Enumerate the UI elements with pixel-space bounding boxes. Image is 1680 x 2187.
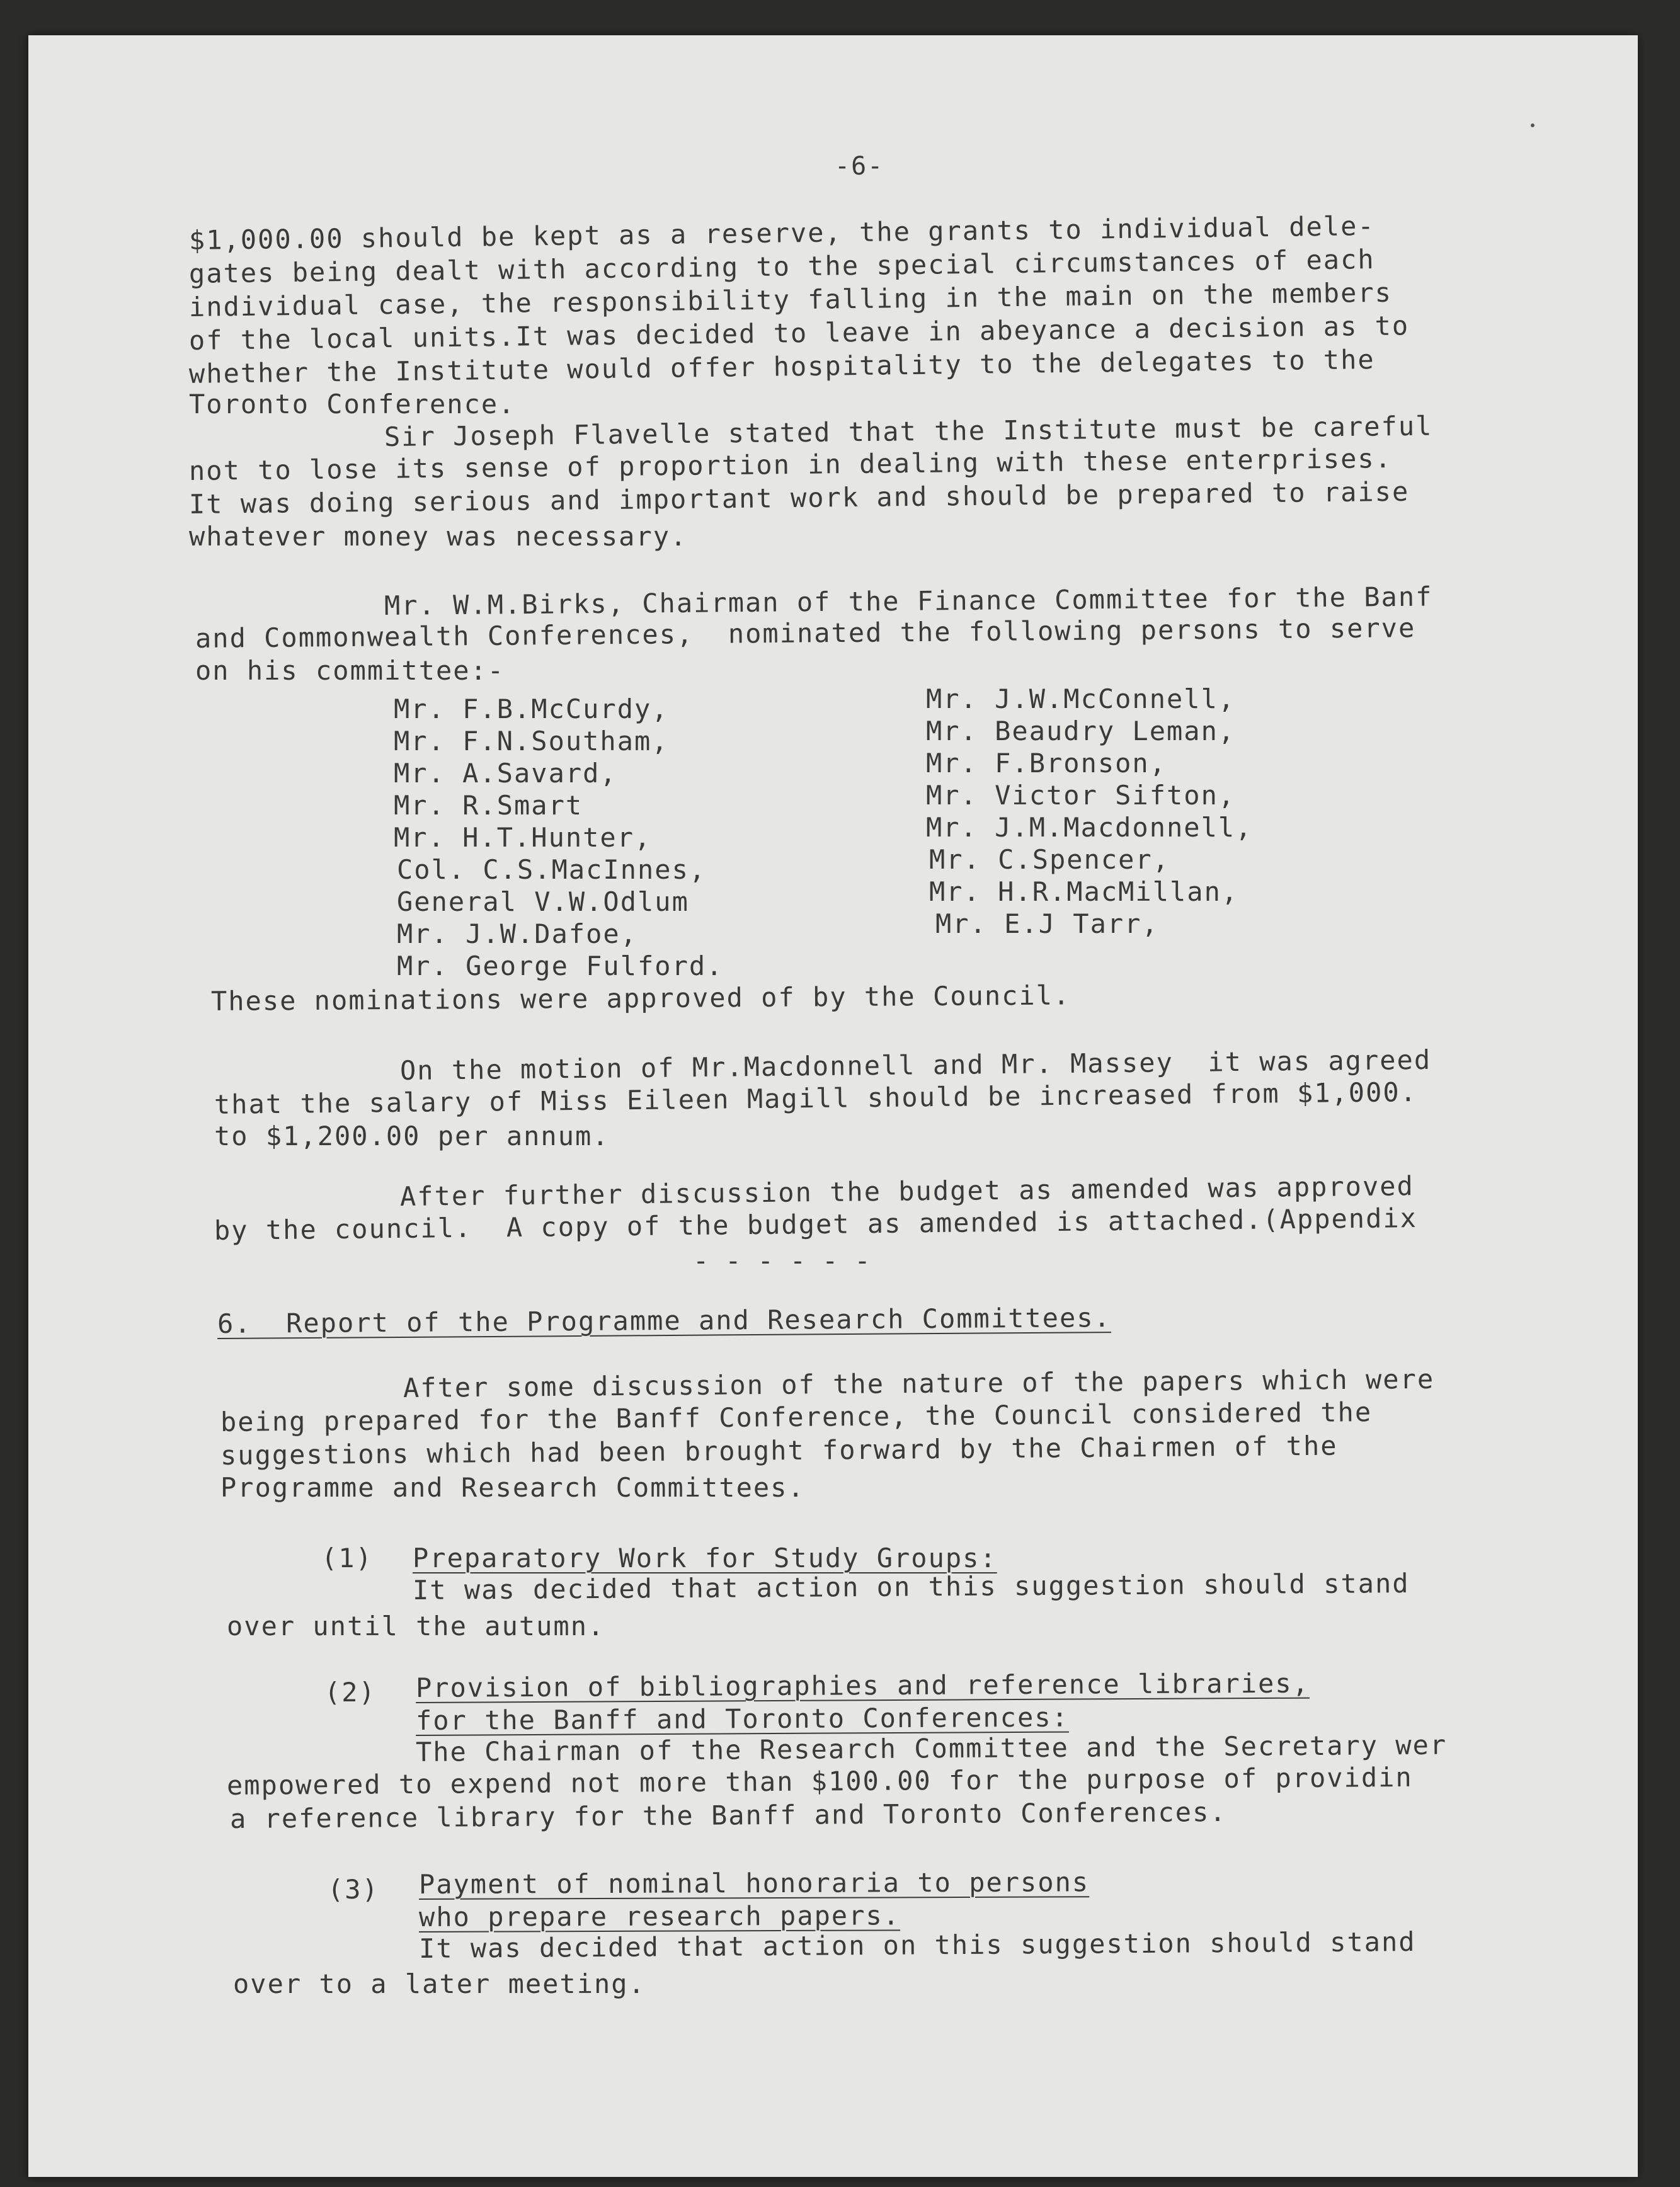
reserve-line-1: $1,000.00 should be kept as a reserve, the grants to individual dele-: [188, 210, 1375, 256]
nominee-left-7: General V.W.Odlum: [397, 886, 689, 917]
salary-line-2: that the salary of Miss Eileen Magill should be increased from $1,000.: [214, 1076, 1418, 1120]
nominee-left-3: Mr. A.Savard,: [394, 758, 617, 789]
flavelle-line-1: Sir Joseph Flavelle stated that the Institute must be careful: [384, 410, 1433, 452]
item2-body-line-2: empowered to expend not more than $100.00 for the purpose of providin: [226, 1761, 1413, 1801]
nominee-right-6: Mr. C.Spencer,: [929, 844, 1170, 875]
item3-title-line-2: who prepare research papers.: [418, 1900, 901, 1933]
nominee-right-8: Mr. E.J Tarr,: [935, 908, 1159, 939]
item2-number: (2): [324, 1677, 376, 1708]
reserve-line-3: individual case, the responsibility falling in the main on the members: [188, 277, 1393, 323]
item3-body-line-1: It was decided that action on this suggestion should stand: [418, 1926, 1416, 1964]
item1-title: Preparatory Work for Study Groups:: [413, 1543, 997, 1573]
birks-line-1: Mr. W.M.Birks, Chairman of the Finance Committee for the Banf: [384, 581, 1433, 621]
budget-line-1: After further discussion the budget as amended was approved: [399, 1170, 1415, 1212]
flavelle-line-3: It was doing serious and important work and should be prepared to raise: [188, 476, 1410, 520]
reserve-line-5: whether the Institute would offer hospitality to the delegates to the: [188, 344, 1375, 389]
page-number: -6-: [835, 152, 884, 181]
section6-intro-line-3: suggestions which had been brought forward by the Chairmen of the: [220, 1430, 1338, 1471]
item1-body-line-2: over until the autumn.: [227, 1611, 605, 1642]
item2-title-line-2: for the Banff and Toronto Conferences:: [415, 1701, 1069, 1736]
section-separator: ------: [693, 1245, 887, 1276]
nominee-left-6: Col. C.S.MacInnes,: [397, 854, 707, 885]
document-page: [28, 35, 1638, 2177]
nominee-right-3: Mr. F.Bronson,: [926, 748, 1167, 779]
nominee-right-1: Mr. J.W.McConnell,: [926, 683, 1236, 714]
nominee-left-9: Mr. George Fulford.: [397, 951, 724, 981]
reserve-line-4: of the local units.It was decided to leave in abeyance a decision as to: [188, 310, 1410, 356]
item1-body-line-1: It was decided that action on this suggestion should stand: [412, 1567, 1410, 1606]
nominee-right-2: Mr. Beaudry Leman,: [926, 716, 1236, 746]
nominee-left-8: Mr. J.W.Dafoe,: [397, 918, 638, 949]
section6-intro-line-1: After some discussion of the nature of the papers which were: [403, 1363, 1435, 1403]
section6-intro-line-4: Programme and Research Committees.: [220, 1472, 805, 1503]
item2-title-line-1: Provision of bibliographies and reference libraries,: [415, 1667, 1310, 1703]
birks-line-3: on his committee:-: [195, 655, 505, 686]
item3-number: (3): [328, 1874, 379, 1905]
item2-body-line-3: a reference library for the Banff and Toronto Conferences.: [229, 1796, 1227, 1834]
reserve-line-6: Toronto Conference.: [189, 389, 516, 420]
salary-line-1: On the motion of Mr.Macdonnell and Mr. Massey it was agreed: [399, 1044, 1432, 1086]
item3-body-line-2: over to a later meeting.: [233, 1968, 646, 1999]
nominee-right-4: Mr. Victor Sifton,: [926, 780, 1236, 811]
salary-line-3: to $1,200.00 per annum.: [214, 1121, 610, 1151]
nominee-right-7: Mr. H.R.MacMillan,: [929, 876, 1239, 907]
budget-line-2: by the council. A copy of the budget as amended is attached.(Appendix: [214, 1202, 1418, 1246]
nominee-left-5: Mr. H.T.Hunter,: [394, 822, 652, 853]
paper-speck: [1531, 123, 1534, 127]
flavelle-line-4: whatever money was necessary.: [189, 521, 688, 552]
flavelle-line-2: not to lose its sense of proportion in dealing with these enterprises.: [188, 442, 1393, 486]
approval-line: These nominations were approved of by the Council.: [210, 979, 1071, 1017]
item3-title-line-1: Payment of nominal honoraria to persons: [418, 1866, 1090, 1900]
birks-line-2: and Commonwealth Conferences, nominated the following persons to serve: [195, 612, 1416, 654]
nominee-left-4: Mr. R.Smart: [394, 790, 583, 821]
nominee-right-5: Mr. J.M.Macdonnell,: [926, 812, 1253, 843]
nominee-left-2: Mr. F.N.Southam,: [394, 726, 669, 757]
reserve-line-2: gates being dealt with according to the special circumstances of each: [188, 244, 1375, 289]
section6-heading: 6. Report of the Programme and Research Committees.: [217, 1302, 1112, 1339]
section6-intro-line-2: being prepared for the Banff Conference, the Council considered the: [220, 1396, 1373, 1437]
item2-body-line-1: The Chairman of the Research Committee and the Secretary wer: [415, 1729, 1448, 1767]
nominee-left-1: Mr. F.B.McCurdy,: [394, 694, 669, 724]
item1-number: (1): [321, 1543, 373, 1573]
